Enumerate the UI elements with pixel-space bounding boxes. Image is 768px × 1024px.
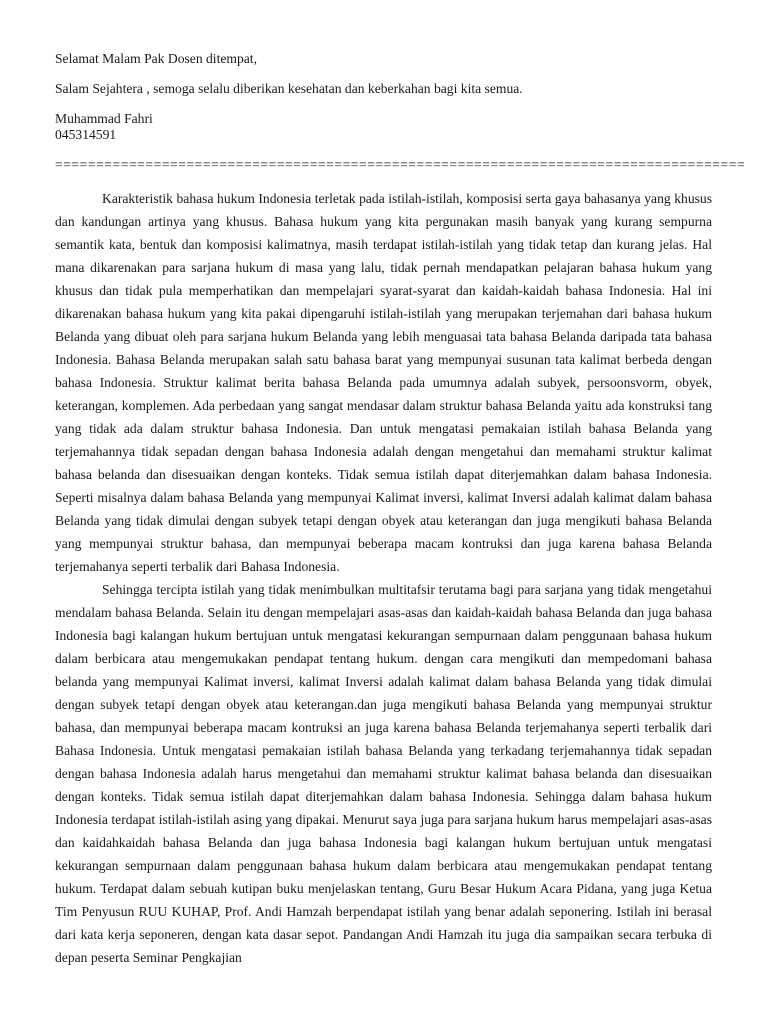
separator-line: ==================================================================================== [55,157,746,172]
body-paragraph-1: Karakteristik bahasa hukum Indonesia terletak pada istilah-istilah, komposisi serta gaya bahasanya yang khusus dan kandungan artinya yang khusus. Bahasa hukum yang kita pergunakan masih banyak yang kurang sempurna semantik kata, bentuk dan komposisi kalimatnya, masih terdapat istilah-istilah yang tidak tetap dan kurang jelas. Hal mana dikarenakan para sarjana hukum di masa yang lalu, tidak pernah mendapatkan pelajaran bahasa hukum yang khusus dan tidak pula memperhatikan dan mempelajari syarat-syarat dan kaidah-kaidah bahasa Indonesia. Hal ini dikarenakan bahasa hukum yang kita pakai dipengaruhi istilah-istilah yang merupakan terjemahan dari bahasa hukum Belanda yang dibuat oleh para sarjana hukum Belanda yang lebih menguasai tata bahasa Belanda daripada tata bahasa Indonesia. Bahasa Belanda merupakan salah satu bahasa barat yang mempunyai susunan tata kalimat berbeda dengan bahasa Indonesia. Struktur kalimat berita bahasa Belanda pada umumnya adalah subyek, persoonsvorm, obyek, keterangan, komplemen. Ada perbedaan yang sangat mendasar dalam struktur bahasa Belanda yaitu ada konstruksi tang yang tidak ada dalam struktur bahasa Indonesia. Dan untuk mengatasi pemakaian istilah bahasa Belanda yang terjemahannya tidak sepadan dengan bahasa Indonesia adalah dengan mengetahui dan memahami struktur kalimat bahasa belanda dan disesuaikan dengan konteks. Tidak semua istilah dapat diterjemahkan dalam bahasa Indonesia. Seperti misalnya dalam bahasa Belanda yang mempunyai Kalimat inversi, kalimat Inversi adalah kalimat dalam bahasa Belanda yang tidak dimulai dengan subyek tetapi dengan obyek atau keterangan dan juga mengikuti bahasa Belanda yang mempunyai struktur bahasa, dan mempunyai beberapa macam kontruksi dan juga karena bahasa Belanda terjemahanya seperti terbalik dari Bahasa Indonesia. [55,191,712,574]
letter-body [55,187,712,969]
salutation-line: Salam Sejahtera , semoga selalu diberikan kesehatan dan keberkahan bagi kita semua. [55,81,523,96]
author-name: Muhammad Fahri [55,111,153,126]
letter-page [55,51,746,969]
body-paragraph-2: Sehingga tercipta istilah yang tidak menimbulkan multitafsir terutama bagi para sarjana yang tidak mengetahui mendalam bahasa Belanda. Selain itu dengan mempelajari asas-asas dan kaidah-kaidah bahasa Belanda dan juga bahasa Indonesia bagi kalangan hukum bertujuan untuk mengatasi kekurangan sempurnaan dalam penggunaan bahasa hukum dalam berbicara atau mengemukakan pendapat tentang hukum. dengan cara mengikuti dan mempedomani bahasa belanda yang mempunyai Kalimat inversi, kalimat Inversi adalah kalimat dalam bahasa Belanda yang tidak dimulai dengan subyek tetapi dengan obyek atau keterangan.dan juga mengikuti bahasa Belanda yang mempunyai struktur bahasa, dan mempunyai beberapa macam kontruksi an juga karena bahasa Belanda terjemahanya seperti terbalik dari Bahasa Indonesia. Untuk mengatasi pemakaian istilah bahasa Belanda yang terkadang terjemahannya tidak sepadan dengan bahasa Indonesia adalah harus mengetahui dan memahami struktur kalimat bahasa belanda dan disesuaikan dengan konteks. Tidak semua istilah dapat diterjemahkan dalam bahasa Indonesia. Sehingga dalam bahasa hukum Indonesia terdapat istilah-istilah asing yang dipakai. Menurut saya juga para sarjana hukum harus mempelajari asas-asas dan kaidahkaidah bahasa Belanda dan juga bahasa Indonesia bagi kalangan hukum bertujuan untuk mengatasi kekurangan sempurnaan dalam penggunaan bahasa hukum dalam berbicara atau mengemukakan pendapat tentang hukum. Terdapat dalam sebuah kutipan buku menjelaskan tentang, Guru Besar Hukum Acara Pidana, yang juga Ketua Tim Penyusun RUU KUHAP, Prof. Andi Hamzah berpendapat istilah yang benar adalah seponering. Istilah ini berasal dari kata kerja seponeren, dengan kata dasar sepot. Pandangan Andi Hamzah itu juga dia sampaikan secara terbuka di depan peserta Seminar Pengkajian [55,582,712,965]
author-id: 045314591 [55,127,117,142]
greeting-line: Selamat Malam Pak Dosen ditempat, [55,51,257,66]
